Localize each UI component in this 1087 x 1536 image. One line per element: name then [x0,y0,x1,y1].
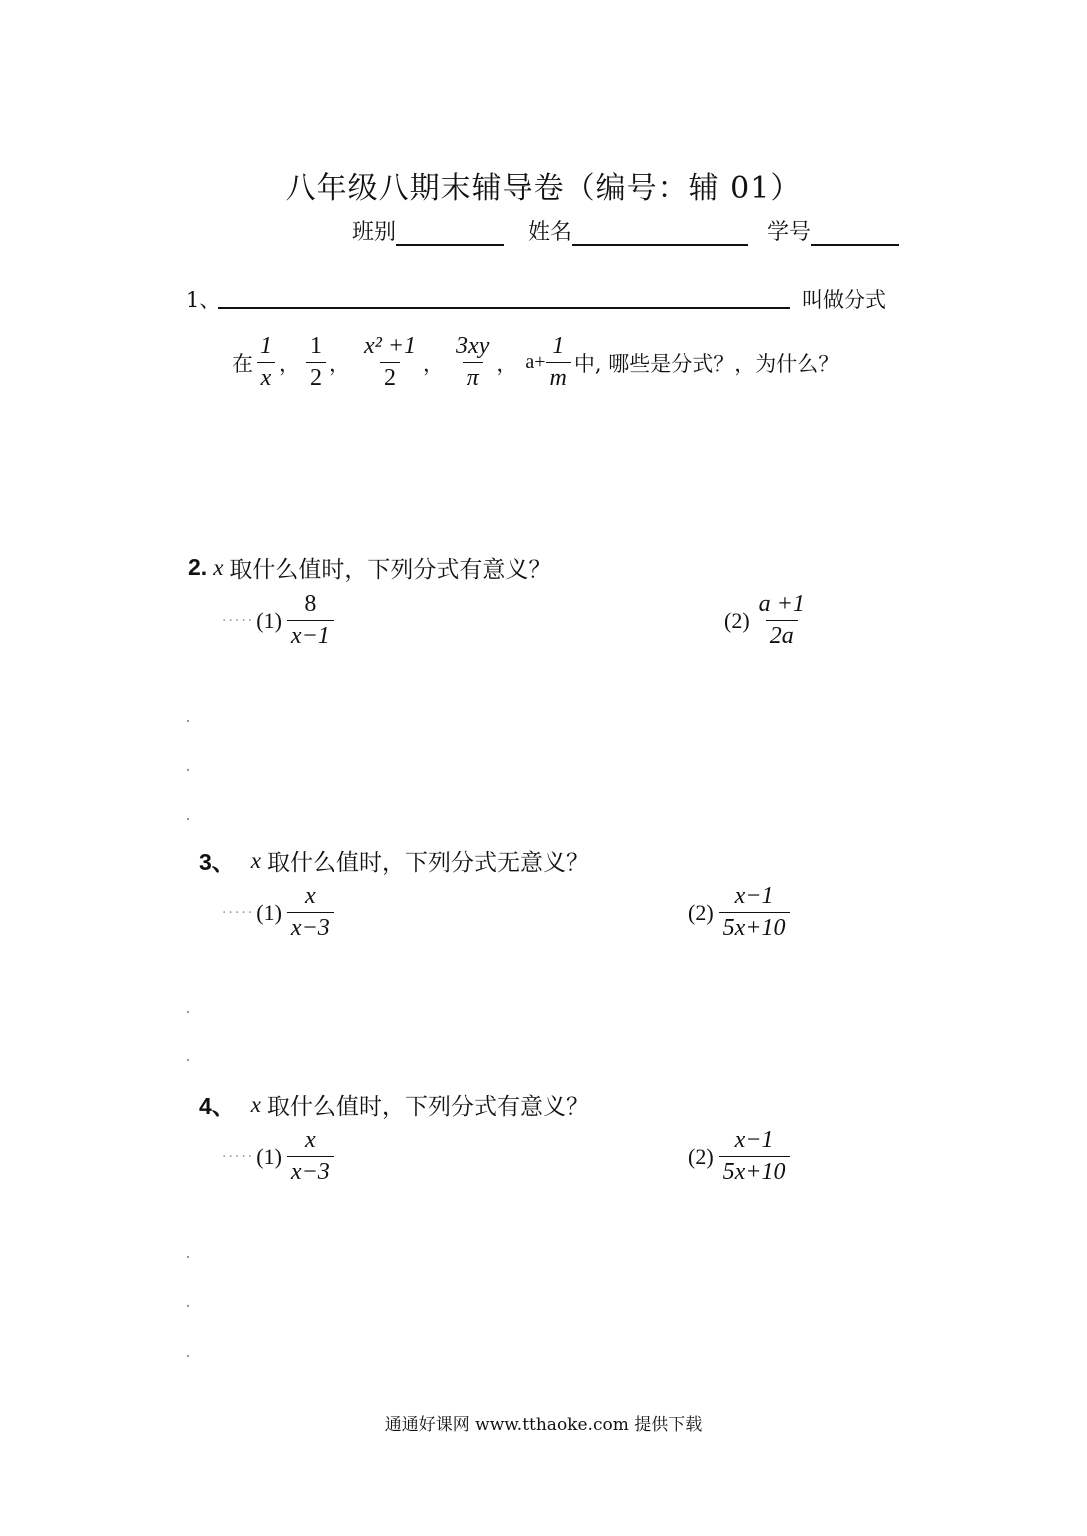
fraction-denominator: 5x+10 [719,912,790,941]
part-label: (2) [688,899,714,925]
q4-p2-fraction [719,1128,790,1185]
part-label: (2) [688,1143,714,1169]
part-label: (1) [256,607,282,633]
fraction-numerator: 1 [310,333,322,359]
footer-text: 通通好课网 www.tthaoke.com 提供下载 [384,1415,703,1435]
fraction-denominator: x−3 [287,1156,334,1185]
page-speck [187,1305,189,1307]
q1-question-text: 中, 哪些是分式？，为什么？ [573,351,840,376]
fraction-numerator: 3xy [456,333,490,359]
name-field [528,215,748,246]
fraction-numerator: x [305,1127,316,1153]
q1-fraction-5 [546,334,571,391]
q4-p1-fraction [287,1128,334,1185]
fraction-denominator: x−1 [287,620,334,649]
fraction-denominator: x−3 [287,912,334,941]
q1-fraction-1 [256,334,276,391]
leader-dots: ····· [222,1148,255,1165]
fraction-numerator: a +1 [758,591,805,617]
fraction-denominator: 2a [766,620,798,649]
q1-prefix: 在 [232,351,253,376]
class-field [352,215,504,246]
part-label: (1) [256,1143,282,1169]
fraction-denominator: m [546,362,571,391]
student-id-blank [811,220,899,246]
q1-fraction-2 [306,334,326,391]
q1-definition-suffix: 叫做分式 [802,288,886,312]
q3-part-2 [688,884,793,941]
part-label: (2) [724,607,750,633]
fraction-numerator: x [305,883,316,909]
q1-fraction-list [232,334,839,391]
separator: ， [329,351,350,376]
q1-fraction-4 [452,334,493,391]
q4-text: 取什么值时，下列分式有意义？ [267,1094,590,1120]
q1-answer-line [218,307,790,309]
q2-number: 2. [188,554,208,580]
q3-heading [199,844,589,877]
fraction-denominator: 2 [380,362,400,391]
q2-variable: x [213,554,224,580]
page-speck [187,769,189,771]
fraction-numerator: x−1 [734,883,774,909]
q3-variable: x [250,847,262,873]
student-id-field [767,215,899,246]
q1-number: 1、 [186,288,221,312]
q3-number: 3、 [199,849,235,875]
q3-part-1 [222,884,337,941]
fraction-denominator: x [257,362,276,391]
q4-part-1 [222,1128,337,1185]
fraction-numerator: 1 [552,333,565,359]
student-id-label: 学号 [767,220,812,245]
page-speck [187,720,189,722]
separator: ， [423,351,445,376]
class-blank [396,220,504,246]
leader-dots: ····· [222,612,255,629]
leader-dots: ····· [222,904,255,921]
fraction-denominator: 5x+10 [719,1156,790,1185]
q4-number: 4、 [199,1093,235,1119]
page-speck [187,818,189,820]
separator: ， [496,351,518,376]
q3-p2-fraction [719,884,790,941]
fraction-numerator: 8 [304,591,317,617]
q4-part-2 [688,1128,793,1185]
name-label: 姓名 [528,220,573,245]
page-speck [187,1355,189,1357]
page-title: 八年级八期末辅导卷（编号：辅 01） [285,171,802,206]
q1-fraction-3 [360,334,420,391]
q4-heading [199,1088,589,1121]
page-speck [187,1059,189,1061]
class-label: 班别 [352,220,397,245]
q2-heading [188,551,551,584]
fraction-denominator: π [463,362,483,391]
q2-p1-fraction [287,592,334,649]
name-blank [572,220,748,246]
q4-variable: x [250,1091,262,1117]
q3-p1-fraction [287,884,334,941]
page-speck [187,1256,189,1258]
part-label: (1) [256,899,282,925]
fraction-denominator: 2 [306,362,326,391]
q2-part-1 [222,592,337,649]
q3-text: 取什么值时，下列分式无意义？ [267,850,590,876]
q2-part-2 [724,592,812,649]
q1-last-prefix: a+ [525,351,546,374]
fraction-numerator: x−1 [734,1127,774,1153]
fraction-numerator: 1 [260,333,272,359]
fraction-numerator: x² +1 [364,333,417,359]
separator: ， [279,351,300,376]
q2-text: 取什么值时，下列分式有意义？ [229,557,552,583]
q2-p2-fraction [755,592,809,649]
page-speck [187,1011,189,1013]
